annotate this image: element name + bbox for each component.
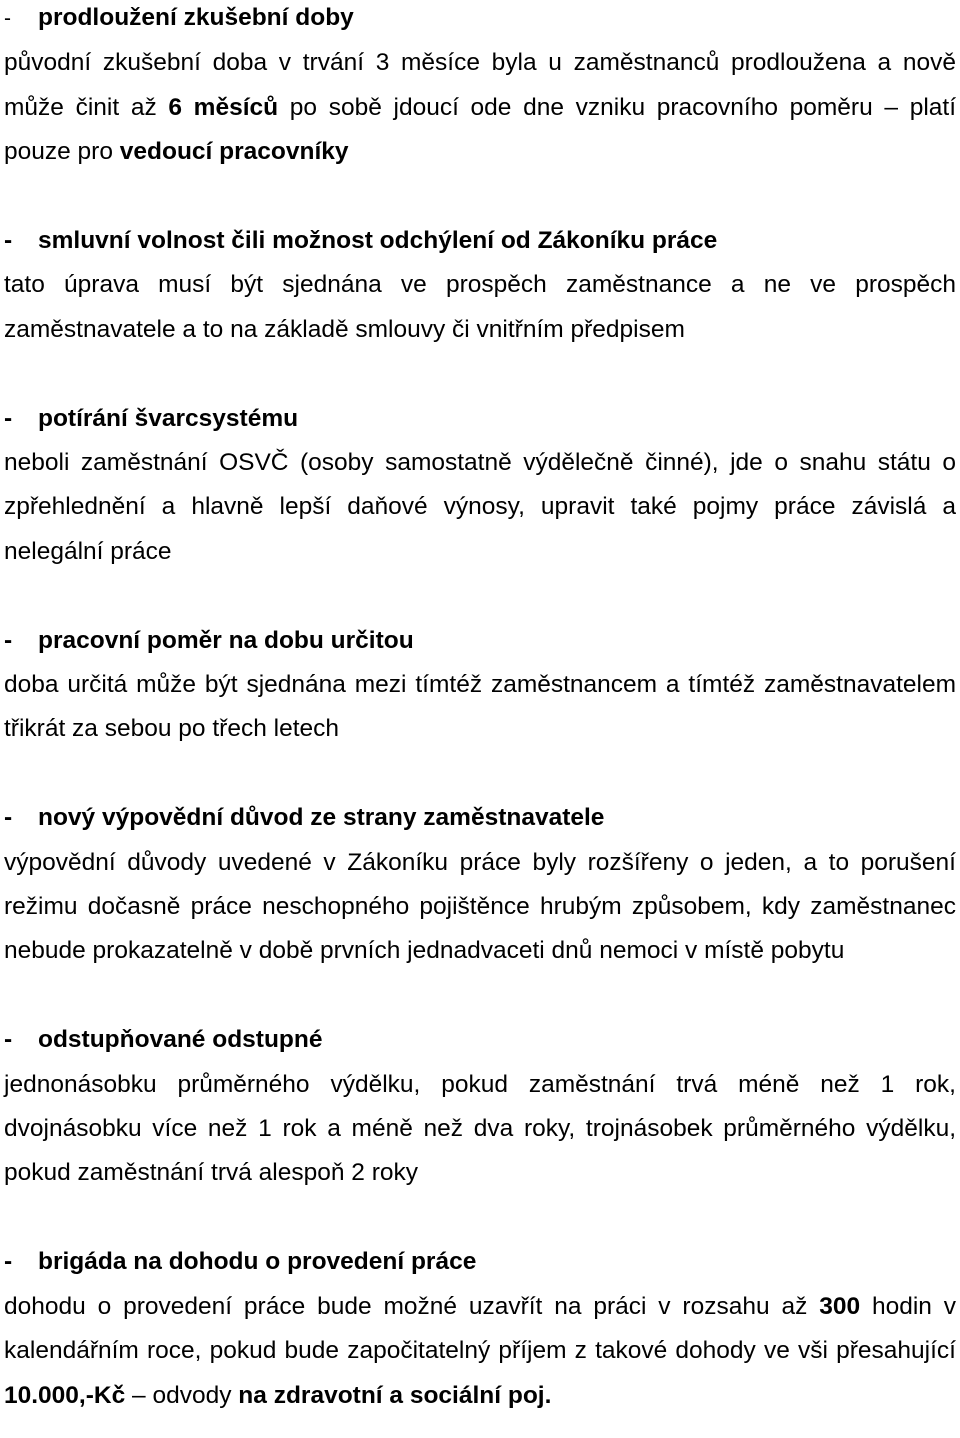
section-body (4, 1285, 956, 1418)
body-text-segment: doba určitá může být sjednána mezi tímtéž zaměstnancem a tímtéž zaměstnavatelem třikrát za sebou po třech letech (4, 671, 956, 743)
section-heading (4, 1018, 956, 1062)
section-heading-text: brigáda na dohodu o provedení práce (38, 1248, 477, 1276)
section (4, 397, 956, 575)
body-text-segment: výpovědní důvody uvedené v Zákoníku práce byly rozšířeny o jeden, a to porušení režimu dočasně práce neschopného pojištěnce hrubým způsobem, kdy zaměstnanec nebude prokazatelně v době prvních jednadvaceti dnů nemoci v místě pobytu (4, 848, 956, 965)
body-text-segment: – odvody (125, 1381, 239, 1409)
bullet-dash: - (4, 7, 11, 30)
section (4, 219, 956, 352)
emphasized-text: na zdravotní a sociální poj. (238, 1381, 552, 1409)
body-text-segment: dohodu o provedení práce bude možné uzavřít na práci v rozsahu až (4, 1292, 820, 1320)
section-heading (4, 796, 956, 840)
section-heading-text: smluvní volnost čili možnost odchýlení od Zákoníku práce (38, 227, 718, 255)
bullet-dash: - (4, 1026, 13, 1054)
bullet-dash: - (4, 404, 13, 432)
section-body (4, 263, 956, 352)
section-heading-text: pracovní poměr na dobu určitou (38, 626, 414, 654)
body-text-segment: původní zkušební doba v trvání 3 měsíce byla u zaměstnanců prodloužena a nově může činit až (4, 49, 956, 121)
section (4, 1018, 956, 1196)
bullet-dash: - (4, 804, 13, 832)
bullet-dash: - (4, 1248, 13, 1276)
body-text-segment: hodin v kalendářním roce, pokud bude započitatelný příjem z takové dohody ve vši přesahující (4, 1292, 956, 1365)
section-body (4, 1063, 956, 1196)
bullet-dash: - (4, 626, 13, 654)
emphasized-text: 10.000,-Kč (4, 1381, 126, 1409)
section (4, 619, 956, 752)
body-text-segment: neboli zaměstnání OSVČ (osoby samostatně výdělečně činné), jde o snahu státu o zpřehlednění a hlavně lepší daňové výnosy, upravit také pojmy práce závislá a nelegální práce (4, 449, 956, 565)
section-body (4, 663, 956, 752)
emphasized-text: 300 (819, 1292, 861, 1320)
section-body (4, 441, 956, 574)
section-heading (4, 1240, 956, 1284)
section-heading (4, 397, 956, 441)
section-heading-text: potírání švarcsystému (38, 404, 299, 432)
section-heading-text: odstupňované odstupné (38, 1026, 323, 1054)
section (4, 796, 956, 974)
section (4, 0, 956, 175)
section-heading (4, 219, 956, 263)
body-text-segment: jednonásobku průměrného výdělku, pokud zaměstnání trvá méně než 1 rok, dvojnásobku více než 1 rok a méně než dva roky, trojnásobek průměrného výdělku, pokud zaměstnání trvá alespoň 2 roky (4, 1070, 956, 1187)
body-text-segment: tato úprava musí být sjednána ve prospěch zaměstnance a ne ve prospěch zaměstnavatele a to na základě smlouvy či vnitřním předpisem (4, 271, 956, 343)
bullet-dash: - (4, 227, 13, 255)
section-heading-text: prodloužení zkušební doby (38, 4, 354, 31)
emphasized-text: vedoucí pracovníky (119, 138, 349, 166)
section-heading (4, 619, 956, 663)
body-text-segment: po sobě jdoucí ode dne vzniku pracovního poměru – platí pouze pro (4, 93, 956, 166)
section-heading-text: nový výpovědní důvod ze strany zaměstnavatele (38, 804, 605, 832)
emphasized-text: 6 měsíců (168, 93, 279, 121)
section-body (4, 41, 956, 174)
section-body (4, 841, 956, 974)
section (4, 1240, 956, 1418)
section-heading (4, 0, 956, 41)
